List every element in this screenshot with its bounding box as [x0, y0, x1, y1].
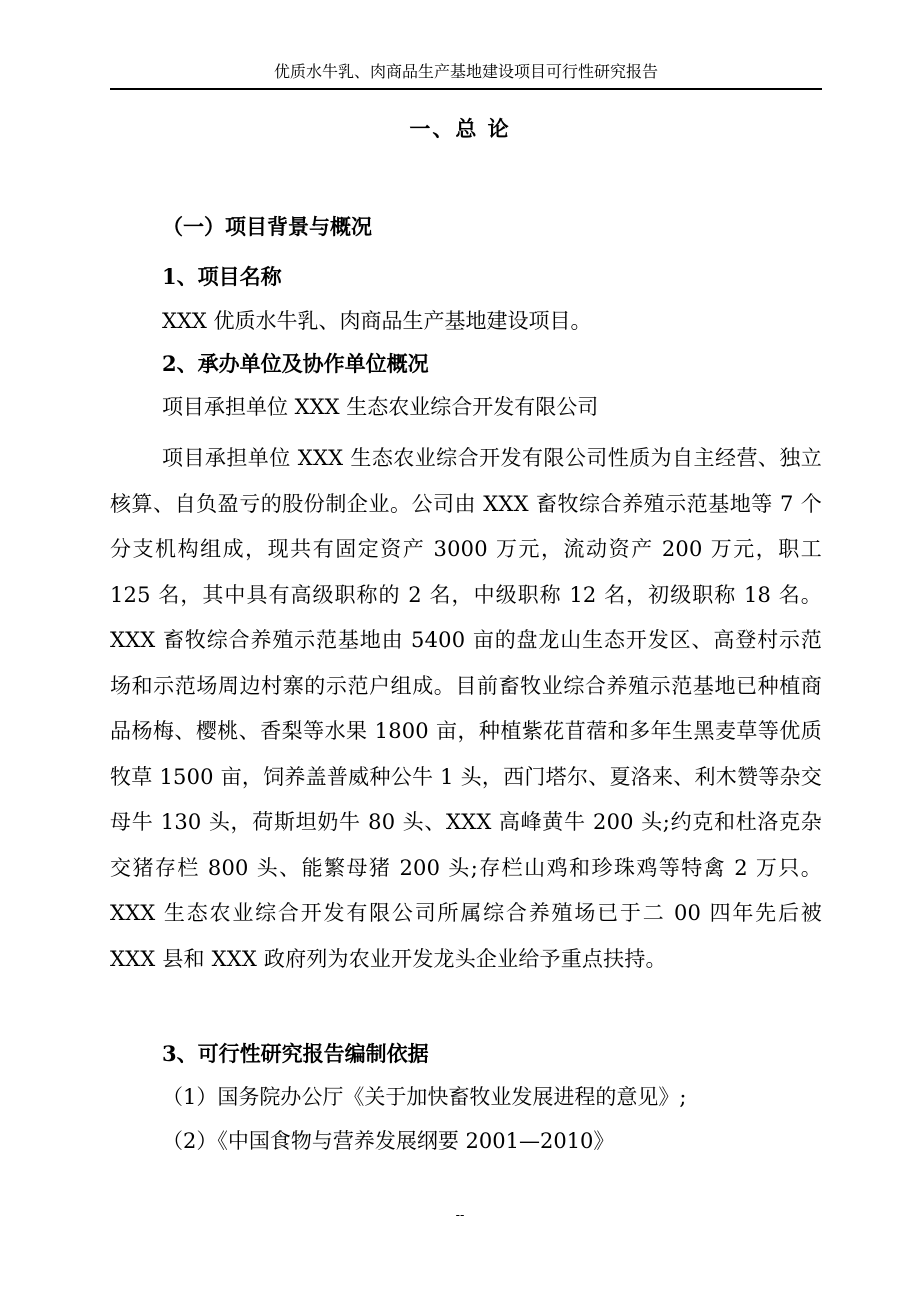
chapter-title: 一、总 论: [409, 116, 511, 141]
section-heading: （一）项目背景与概况: [162, 214, 372, 239]
subsection-1-title: 1、项目名称: [162, 264, 282, 289]
undertaking-unit-line: 项目承担单位 XXX 生态农业综合开发有限公司: [162, 395, 599, 419]
basis-item-1: （1）国务院办公厅《关于加快畜牧业发展进程的意见》;: [162, 1085, 687, 1109]
header-rule: [110, 88, 822, 90]
subsection-3-title: 3、可行性研究报告编制依据: [162, 1041, 429, 1066]
basis-item-2: （2）《中国食物与营养发展纲要 2001—2010》: [162, 1129, 615, 1153]
running-header: 优质水牛乳、肉商品生产基地建设项目可行性研究报告: [273, 62, 658, 81]
project-name-text: XXX 优质水牛乳、肉商品生产基地建设项目。: [162, 309, 592, 333]
page-footer: --: [455, 1208, 465, 1223]
company-overview-paragraph: 项目承担单位 XXX 生态农业综合开发有限公司性质为自主经营、独立核算、自负盈亏的股份制企业。公司由 XXX 畜牧综合养殖示范基地等 7 个分支机构组成，现共有固定资产 3000 万元，流动资产 200 万元，职工 125 名，其中具有高级职称的 2 名，中级职称 12 名，初级职称 18 名。XXX 畜牧综合养殖示范基地由 5400 亩的盘龙山生态开发区、高登村示范场和示范场周边村寨的示范户组成。目前畜牧业综合养殖示范基地已种植商品杨梅、樱桃、香梨等水果 1800 亩，种植紫花苜蓿和多年生黑麦草等优质牧草 1500 亩，饲养盖普威种公牛 1 头，西门塔尔、夏洛来、利木赞等杂交母牛 130 头，荷斯坦奶牛 80 头、XXX 高峰黄牛 200 头;约克和杜洛克杂交猪存栏 800 头、能繁母猪 200 头;存栏山鸡和珍珠鸡等特禽 2 万只。XXX 生态农业综合开发有限公司所属综合养殖场已于二 00 四年先后被 XXX 县和 XXX 政府列为农业开发龙头企业给予重点扶持。: [110, 446, 822, 971]
subsection-2-title: 2、承办单位及协作单位概况: [162, 351, 429, 376]
